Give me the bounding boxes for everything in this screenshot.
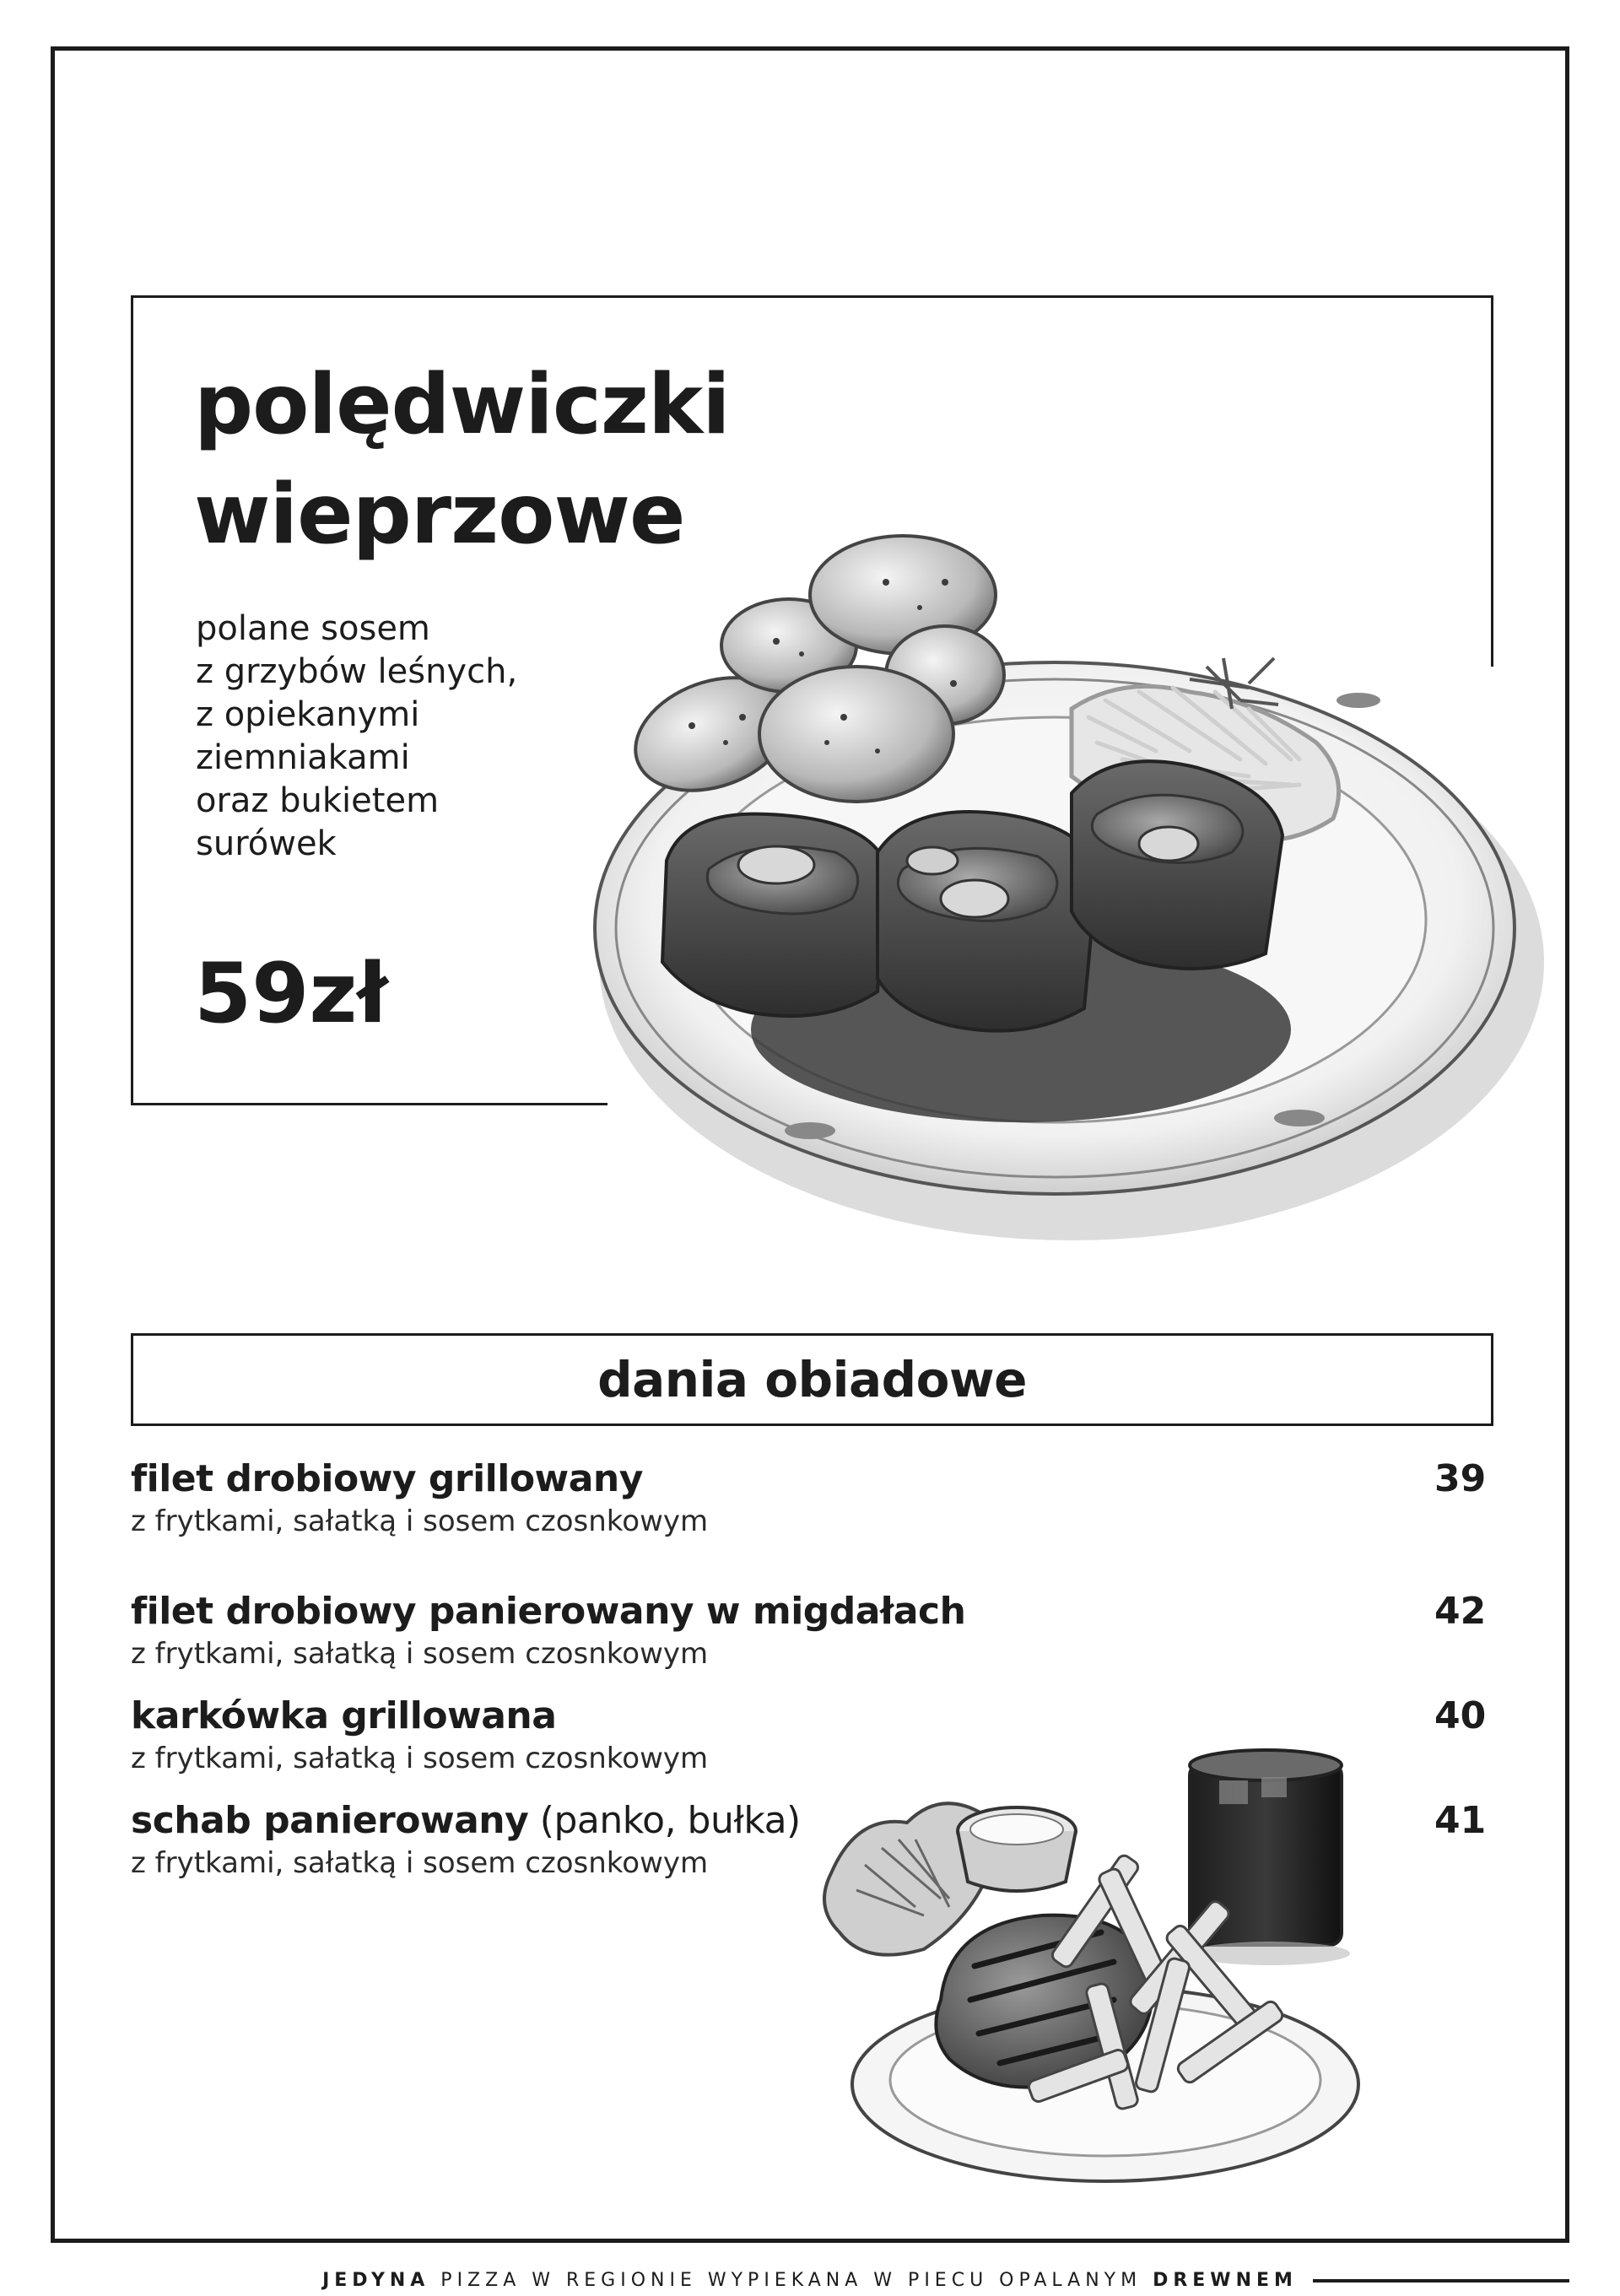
menu-item-price: 39 (1434, 1457, 1487, 1500)
footer-middle-text: PIZZA W REGIONIE WYPIEKANA W PIECU OPALANYM (429, 2270, 1153, 2291)
menu-item-name (131, 1456, 643, 1503)
menu-item-name (131, 1797, 801, 1845)
feature-desc-line: surówek (196, 824, 337, 863)
menu-item-name-text: karkówka grillowana (131, 1694, 557, 1737)
section-title: dania obiadowe (597, 1351, 1027, 1408)
menu-item-price: 42 (1434, 1590, 1487, 1633)
menu-item-description: z frytkami, sałatką i sosem czosnkowym (131, 1637, 709, 1671)
menu-item-name (131, 1693, 556, 1740)
feature-desc-line: z opiekanymi (196, 695, 420, 734)
footer-word-jedyna: JEDYNA (322, 2270, 430, 2291)
menu-item-price: 40 (1434, 1694, 1487, 1737)
menu-item-name-text: filet drobiowy panierowany w migdałach (131, 1590, 966, 1633)
menu-item-description: z frytkami, sałatką i sosem czosnkowym (131, 1505, 709, 1538)
menu-item-description: z frytkami, sałatką i sosem czosnkowym (131, 1742, 709, 1775)
menu-item-name (131, 1588, 965, 1635)
menu-item-name-extra: (panko, bułka) (528, 1799, 801, 1842)
menu-item-name-text: schab panierowany (131, 1799, 529, 1842)
feature-box-top-border (131, 295, 1493, 298)
menu-item-name-text: filet drobiowy grillowany (131, 1457, 643, 1500)
feature-desc-line: z grzybów leśnych, (196, 652, 518, 691)
footer-word-drewnem: DREWNEM (1153, 2270, 1298, 2291)
feature-box-left-border (131, 295, 133, 1105)
menu-item-price: 41 (1434, 1799, 1487, 1842)
grilled-chicken-fries-illustration (814, 1747, 1363, 2194)
feature-title-line-2: wieprzowe (194, 467, 685, 563)
section-header-box (131, 1333, 1493, 1426)
feature-box-bottom-border (131, 1103, 608, 1105)
footer-tagline (0, 2266, 1620, 2296)
feature-desc-line: polane sosem (196, 609, 430, 648)
pork-tenderloin-plate-illustration (548, 489, 1561, 1266)
feature-desc-line: oraz bukietem (196, 781, 440, 820)
feature-title-line-1: polędwiczki (194, 357, 730, 453)
feature-dish-price: 59zł (194, 946, 388, 1042)
feature-desc-line: ziemniakami (196, 738, 410, 777)
menu-item-description: z frytkami, sałatką i sosem czosnkowym (131, 1846, 709, 1880)
